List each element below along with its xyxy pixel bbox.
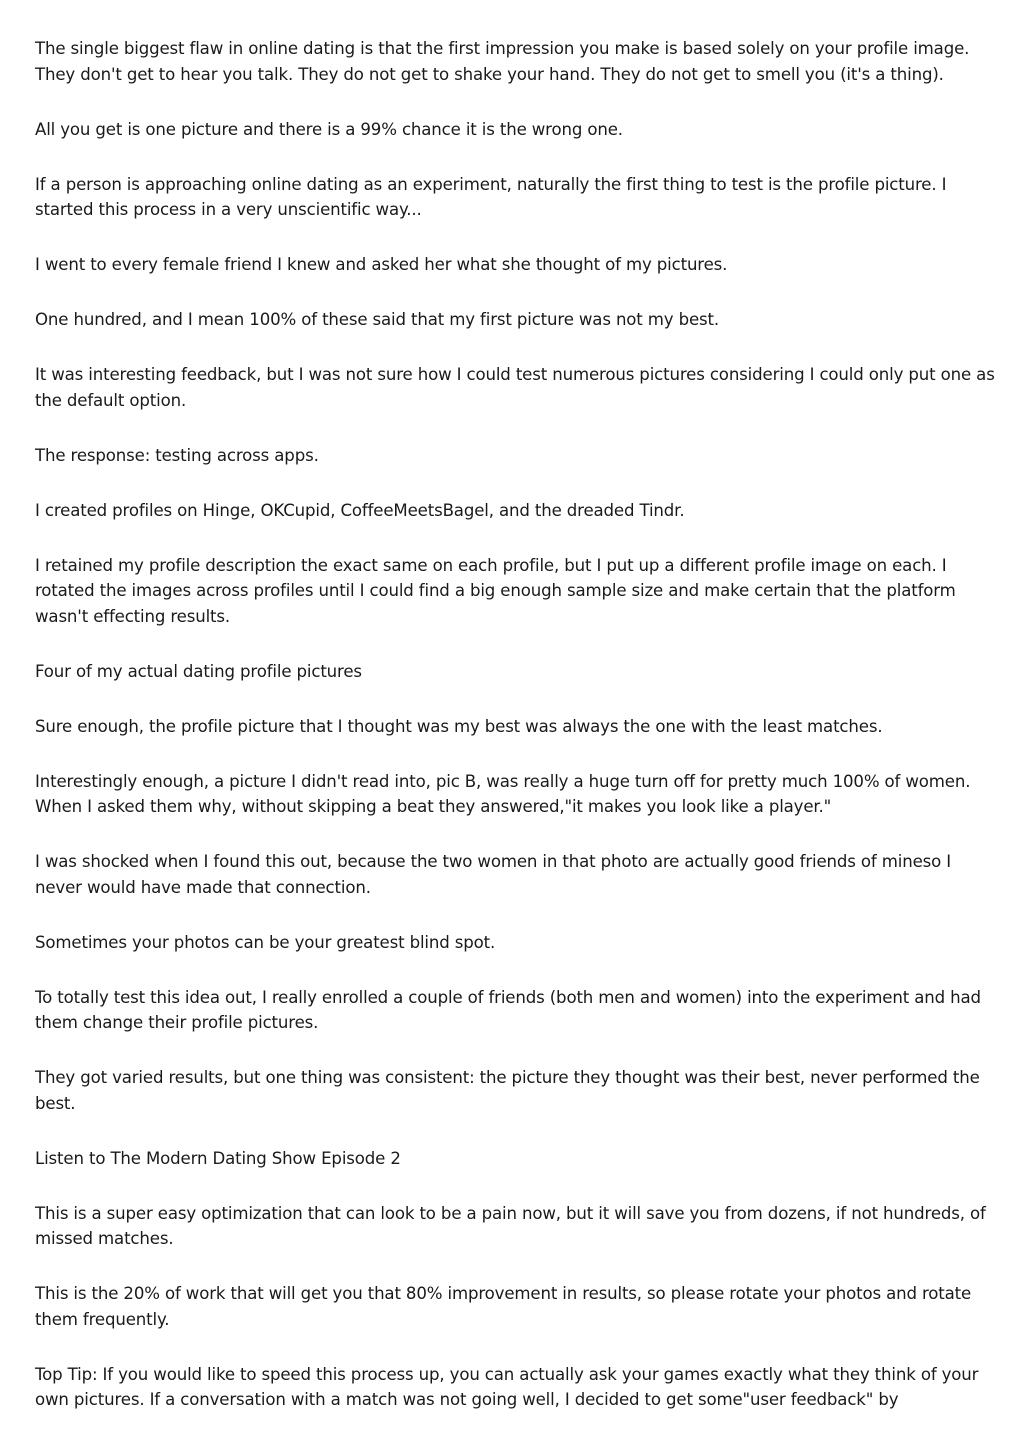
paragraph-18: This is a super easy optimization that can look to be a pain now, but it will save you from dozens, if not hundreds, of missed matches. [35, 1203, 986, 1248]
document-body [35, 36, 995, 1442]
paragraph-4: I went to every female friend I knew and asked her what she thought of my pictures. [35, 255, 728, 274]
top-tip-paragraph: Top Tip: If you would like to speed this process up, you can actually ask your games exactly what they think of your own pictures. If a conversation with a match was not going well, I decided to get some"user feedback" by [35, 1364, 979, 1409]
image-caption: Four of my actual dating profile pictures [35, 661, 362, 681]
paragraph-14: Sometimes your photos can be your greatest blind spot. [35, 932, 496, 952]
paragraph-11: Sure enough, the profile picture that I thought was my best was always the one with the least matches. [35, 716, 883, 736]
paragraph-7: The response: testing across apps. [35, 445, 319, 465]
paragraph-8: I created profiles on Hinge, OKCupid, CoffeeMeetsBagel, and the dreaded Tindr. [35, 500, 685, 520]
paragraph-3: If a person is approaching online dating as an experiment, naturally the first thing to test is the profile picture. I started this process in a very unscientific way... [35, 174, 947, 219]
paragraph-9: I retained my profile description the exact same on each profile, but I put up a different profile image on each. I rotated the images across profiles until I could find a big enough sample size and make certain that the platform wasn't effecting results. [35, 555, 956, 626]
paragraph-12: Interestingly enough, a picture I didn't read into, pic B, was really a huge turn off for pretty much 100% of women. When I asked them why, without skipping a beat they answered,"it makes you look like a player." [35, 771, 971, 816]
paragraph-6: It was interesting feedback, but I was not sure how I could test numerous pictures considering I could only put one as the default option. [35, 365, 995, 410]
podcast-link-text: Listen to The Modern Dating Show Episode 2 [35, 1148, 401, 1168]
paragraph-15: To totally test this idea out, I really enrolled a couple of friends (both men and women) into the experiment and had them change their profile pictures. [35, 987, 981, 1032]
paragraph-2: All you get is one picture and there is a 99% chance it is the wrong one. [35, 119, 623, 139]
paragraph-13: I was shocked when I found this out, because the two women in that photo are actually good friends of mineso I never would have made that connection. [35, 852, 952, 897]
paragraph-19: This is the 20% of work that will get you that 80% improvement in results, so please rotate your photos and rotate them frequently. [35, 1284, 972, 1329]
paragraph-5: One hundred, and I mean 100% of these said that my first picture was not my best. [35, 310, 720, 329]
paragraph-1: The single biggest flaw in online dating is that the first impression you make is based solely on your profile image. They don't get to hear you talk. They do not get to shake your hand. They do not get to smell you (it's a thing). [35, 39, 970, 84]
paragraph-16: They got varied results, but one thing was consistent: the picture they thought was their best, never performed the best. [35, 1068, 980, 1113]
